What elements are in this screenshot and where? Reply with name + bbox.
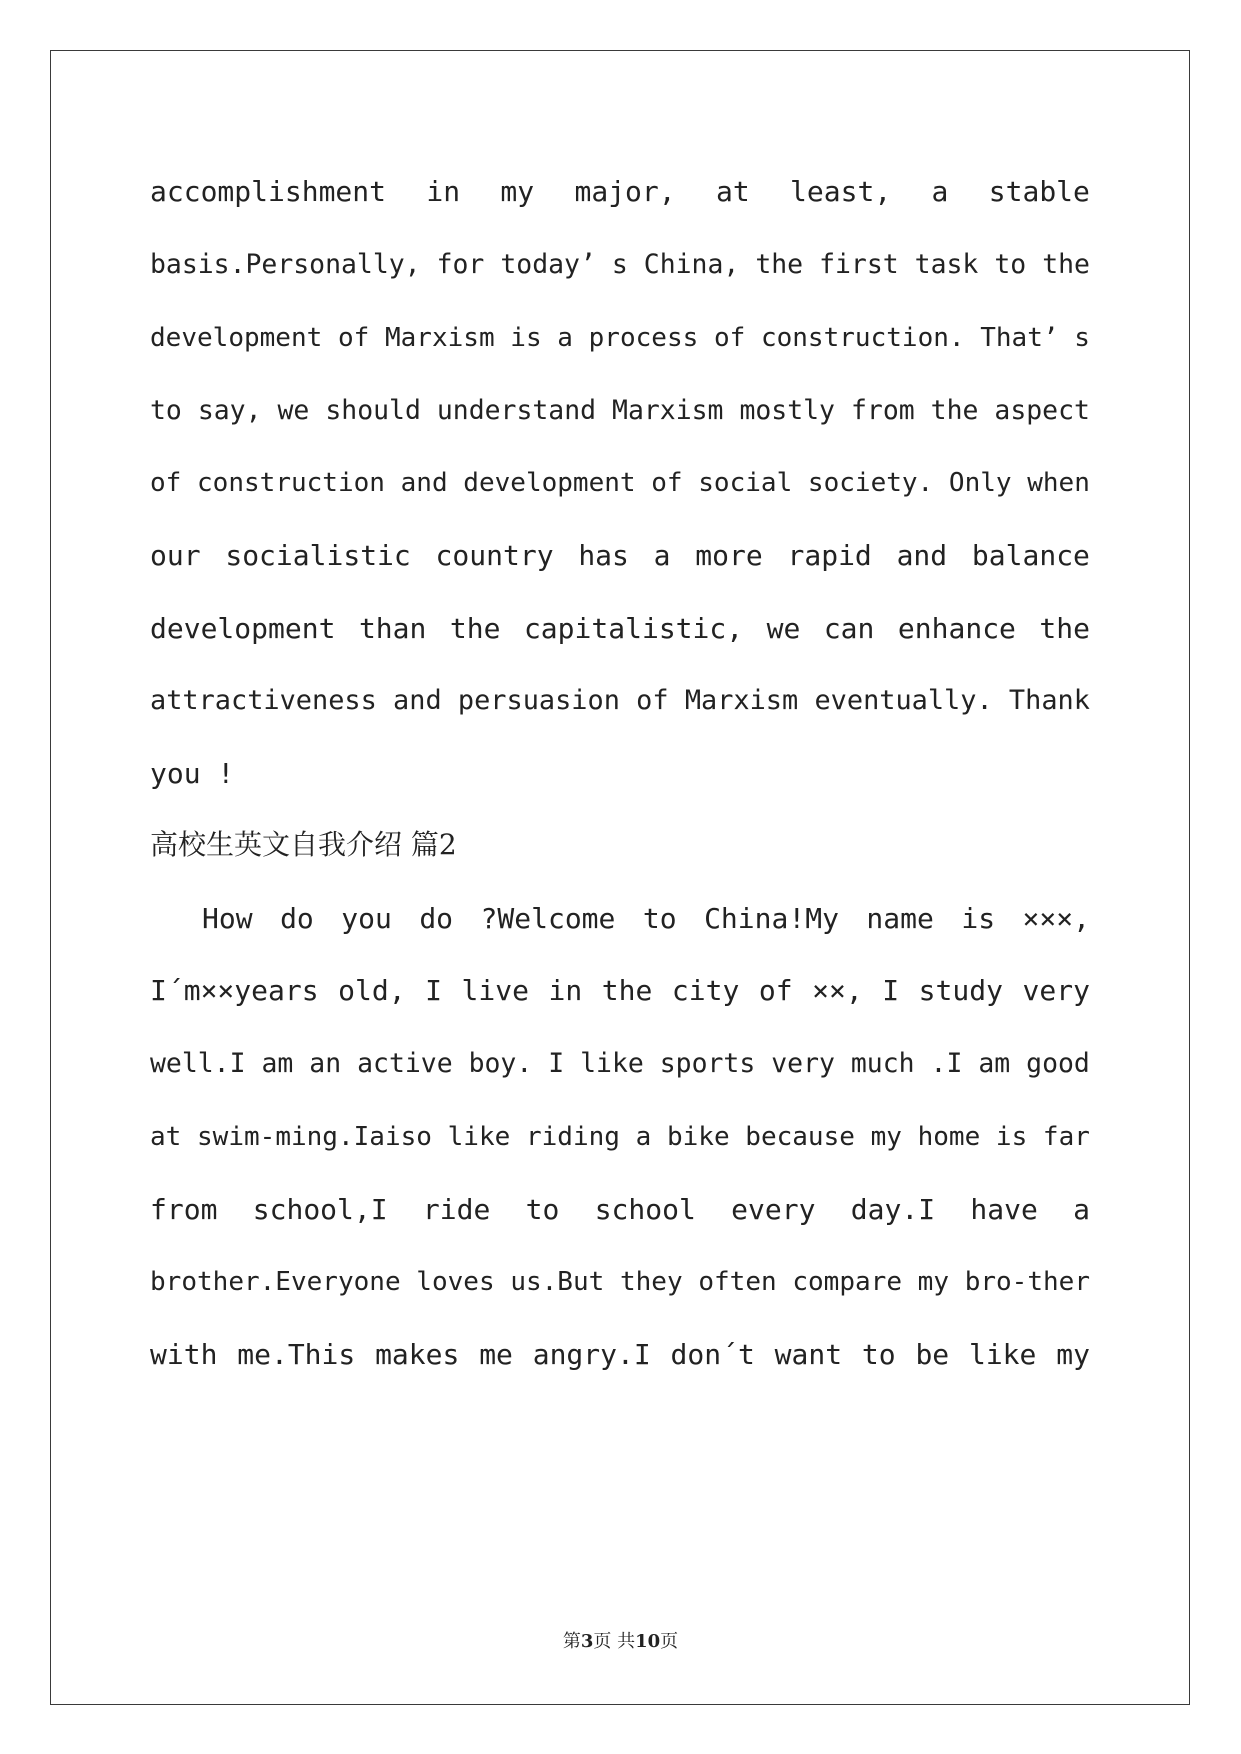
word: loves (416, 1267, 495, 1297)
word: Marxism (684, 685, 799, 716)
text-line (150, 172, 1090, 212)
footer-mid: 页 共 (593, 1631, 636, 1652)
word: should (325, 395, 421, 426)
word: like (580, 1048, 644, 1079)
text-line (150, 681, 1090, 721)
word: very (771, 1048, 835, 1079)
word: the (1039, 612, 1090, 645)
word: is (510, 323, 542, 353)
word: construction (197, 468, 385, 498)
word: us.But (510, 1267, 605, 1297)
word: construction. (760, 323, 965, 353)
word: my (500, 175, 535, 208)
word: China!My (704, 902, 839, 935)
word: Marxism (384, 323, 495, 353)
word: basis.Personally, (150, 249, 421, 280)
word: bro-ther (964, 1267, 1090, 1297)
word: process (588, 323, 699, 353)
word: That’ (980, 323, 1059, 353)
word: we (277, 395, 310, 426)
word: compare (792, 1267, 902, 1297)
word: have (970, 1193, 1038, 1226)
word: eventually. (814, 685, 993, 716)
word: least, (790, 175, 892, 208)
word: the (755, 249, 804, 280)
word: is (995, 1122, 1028, 1152)
word: you (341, 902, 392, 935)
section-heading: 高校生英文自我介绍 篇2 (150, 828, 457, 861)
text-line (150, 1190, 1090, 1230)
word: of (651, 468, 683, 498)
word: to (861, 1338, 896, 1371)
word: swim-ming.Iaiso (197, 1122, 432, 1152)
word: first (819, 249, 899, 280)
word: the (449, 612, 501, 645)
word: active (357, 1048, 453, 1079)
word: from (150, 1193, 218, 1226)
word: stable (988, 175, 1090, 208)
word: development (150, 323, 323, 353)
word: major, (574, 175, 676, 208)
word: is (961, 902, 996, 935)
word: aspect (994, 395, 1090, 426)
word: makes (375, 1338, 460, 1371)
word: old, (338, 974, 406, 1007)
word: mostly (739, 395, 835, 426)
word: social (698, 468, 793, 498)
word: angry.I (532, 1338, 651, 1371)
footer-suffix: 页 (660, 1631, 679, 1652)
word: am (261, 1048, 294, 1079)
word: do (419, 902, 454, 935)
word: of (337, 323, 370, 353)
word: in (548, 974, 583, 1007)
word: s (1074, 323, 1090, 353)
word: we (766, 612, 801, 645)
word: enhance (897, 612, 1016, 645)
word: from (850, 395, 915, 426)
word: day.I (850, 1193, 936, 1226)
word: attractiveness (150, 685, 377, 716)
word: to (525, 1193, 560, 1226)
word: has (578, 539, 629, 572)
word: I (425, 974, 442, 1007)
word: and (393, 685, 442, 716)
word: more (695, 539, 763, 572)
word: because (745, 1122, 855, 1152)
word: very (1022, 974, 1090, 1007)
page-footer (0, 1627, 1241, 1653)
page-border (50, 50, 1190, 1705)
word: rapid (787, 539, 872, 572)
word: our (150, 539, 201, 572)
footer-prefix: 第 (562, 1631, 581, 1652)
text-line (150, 1262, 1090, 1302)
word: my (870, 1122, 902, 1152)
word: of (713, 323, 746, 353)
word: I´m××years (150, 974, 319, 1007)
word: boy. (468, 1048, 533, 1079)
word: ××, (812, 974, 863, 1007)
word: bike (666, 1122, 730, 1152)
total-page-number: 10 (635, 1631, 661, 1652)
word: a (557, 323, 573, 353)
word: name (866, 902, 934, 935)
word: me.This (237, 1338, 356, 1371)
word: understand (436, 395, 597, 426)
word: accomplishment (150, 175, 387, 208)
text-line (150, 463, 1090, 503)
word: home (917, 1122, 981, 1152)
text-line (150, 1044, 1090, 1084)
text-line (150, 536, 1090, 576)
word: task (914, 249, 979, 280)
text-line (202, 899, 1090, 939)
word: be (915, 1338, 950, 1371)
word: an (309, 1048, 342, 1079)
word: persuasion (457, 685, 620, 716)
word: far (1042, 1122, 1090, 1152)
word: country (435, 539, 554, 572)
word: development (150, 612, 336, 645)
word: am (978, 1048, 1011, 1079)
word: want (774, 1338, 843, 1371)
word: Thank (1008, 685, 1090, 716)
word: of (758, 974, 793, 1007)
word: live (461, 974, 529, 1007)
text-line (150, 391, 1090, 431)
word: society. (807, 468, 934, 498)
word: the (930, 395, 979, 426)
word: s (611, 249, 628, 280)
text-line: you ! (150, 757, 235, 790)
word: every (731, 1193, 816, 1226)
word: ?Welcome (480, 902, 616, 935)
word: brother.Everyone (150, 1267, 401, 1297)
word: the (1042, 249, 1090, 280)
word: at (150, 1122, 182, 1152)
word: ride (422, 1193, 491, 1226)
word: my (1056, 1338, 1090, 1371)
word: and (896, 539, 948, 572)
word: sports (659, 1048, 756, 1079)
word: with (150, 1338, 218, 1371)
word: riding (525, 1122, 620, 1152)
word: to (642, 902, 677, 935)
word: to (150, 395, 182, 426)
word: do (280, 902, 314, 935)
word: capitalistic, (523, 612, 744, 645)
word: a (635, 1122, 652, 1152)
word: don´t (670, 1338, 755, 1371)
word: good (1026, 1048, 1090, 1079)
word: me (479, 1338, 513, 1371)
word: of (150, 468, 182, 498)
word: the (601, 974, 653, 1007)
word: I (548, 1048, 565, 1079)
word: Marxism (612, 395, 724, 426)
word: like (447, 1122, 511, 1152)
text-line (150, 245, 1090, 285)
text-line (150, 318, 1090, 358)
word: for (436, 249, 485, 280)
word: Only (948, 468, 1012, 498)
word: than (358, 612, 427, 645)
word: like (968, 1338, 1037, 1371)
text-line (150, 609, 1090, 649)
word: development (463, 468, 636, 498)
word: and (400, 468, 448, 498)
word: How (202, 902, 253, 935)
current-page-number: 3 (580, 1631, 594, 1652)
word: at (715, 175, 750, 208)
word: .I (930, 1048, 963, 1079)
word: I (882, 974, 900, 1007)
word: well.I (150, 1048, 246, 1079)
word: a (931, 175, 949, 208)
word: ×××, (1022, 902, 1090, 935)
word: socialistic (225, 539, 411, 572)
word: say, (197, 395, 262, 426)
word: often (698, 1267, 777, 1297)
word: much (850, 1048, 915, 1079)
text-line (150, 971, 1090, 1011)
word: balance (971, 539, 1090, 572)
word: study (918, 974, 1003, 1007)
word: school (594, 1193, 696, 1226)
word: school,I (252, 1193, 388, 1226)
word: my (917, 1267, 949, 1297)
word: to (994, 249, 1027, 280)
text-line (150, 1335, 1090, 1375)
word: when (1027, 468, 1090, 498)
word: they (619, 1267, 683, 1297)
word: can (823, 612, 875, 645)
word: city (671, 974, 740, 1007)
word: a (1073, 1193, 1090, 1226)
word: a (653, 539, 671, 572)
text-line (150, 1117, 1090, 1157)
word: in (426, 175, 461, 208)
word: China, (643, 249, 740, 280)
word: of (636, 685, 669, 716)
word: today’ (500, 249, 596, 280)
